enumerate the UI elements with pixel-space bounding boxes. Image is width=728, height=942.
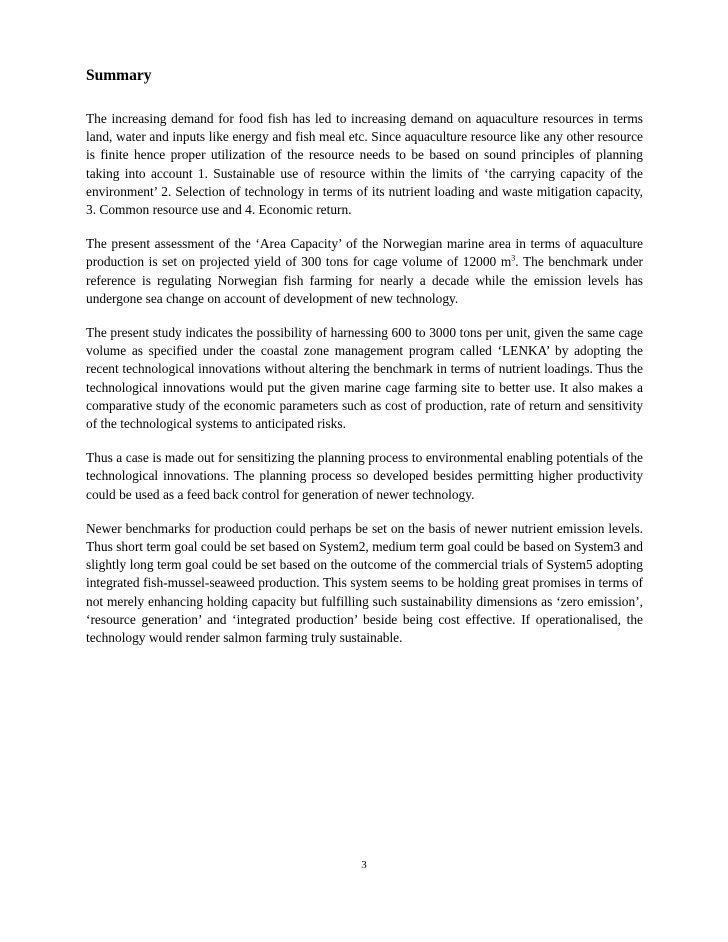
cubic-superscript: 3 <box>511 253 516 263</box>
paragraph-newer-benchmarks: Newer benchmarks for production could perhaps be set on the basis of newer nutrient emission levels. Thus short term goal could be set based on System2, medium term goal could be based on System3 and slightly long term goal could be set based on the outcome of the commercial trials of System5 adopting integrated fish-mussel-seaweed production. This system seems to be holding great promises in terms of not merely enhancing holding capacity but fulfilling such sustainability dimensions as ‘zero emission’, ‘resource generation’ and ‘integrated production’ beside being cost effective. If operationalised, the technology would render salmon farming truly sustainable. <box>86 520 643 646</box>
summary-heading: Summary <box>86 67 152 84</box>
paragraph-area-capacity-text-before: The present assessment of the ‘Area Capacity’ of the Norwegian marine area in terms of aquaculture production is set on projected yield of 300 tons for cage volume of 12000 m <box>86 236 643 270</box>
paragraph-area-capacity <box>86 235 643 308</box>
paragraph-area-capacity-text-after: . The benchmark under reference is regulating Norwegian fish farming for nearly a decade while the emission levels has undergone sea change on account of development of new technology. <box>86 254 643 306</box>
summary-body <box>86 110 643 663</box>
paragraph-demand: The increasing demand for food fish has led to increasing demand on aquaculture resources in terms land, water and inputs like energy and fish meal etc. Since aquaculture resource like any other resource is finite hence proper utilization of the resource needs to be based on sound principles of planning taking into account 1. Sustainable use of resource within the limits of ‘the carrying capacity of the environment’ 2. Selection of technology in terms of its nutrient loading and waste mitigation capacity, 3. Common resource use and 4. Economic return. <box>86 111 643 218</box>
paragraph-present-study: The present study indicates the possibility of harnessing 600 to 3000 tons per unit, given the same cage volume as specified under the coastal zone management program called ‘LENKA’ by adopting the recent technological innovations without altering the benchmark in terms of nutrient loadings. Thus the technological innovations would put the given marine cage farming site to better use. It also makes a comparative study of the economic parameters such as cost of production, rate of return and sensitivity of the technological systems to anticipated risks. <box>86 325 643 432</box>
paragraph-planning-process: Thus a case is made out for sensitizing the planning process to environmental enabling potentials of the technological innovations. The planning process so developed besides permitting higher productivity could be used as a feed back control for generation of newer technology. <box>86 450 643 502</box>
page-number: 3 <box>361 859 367 871</box>
